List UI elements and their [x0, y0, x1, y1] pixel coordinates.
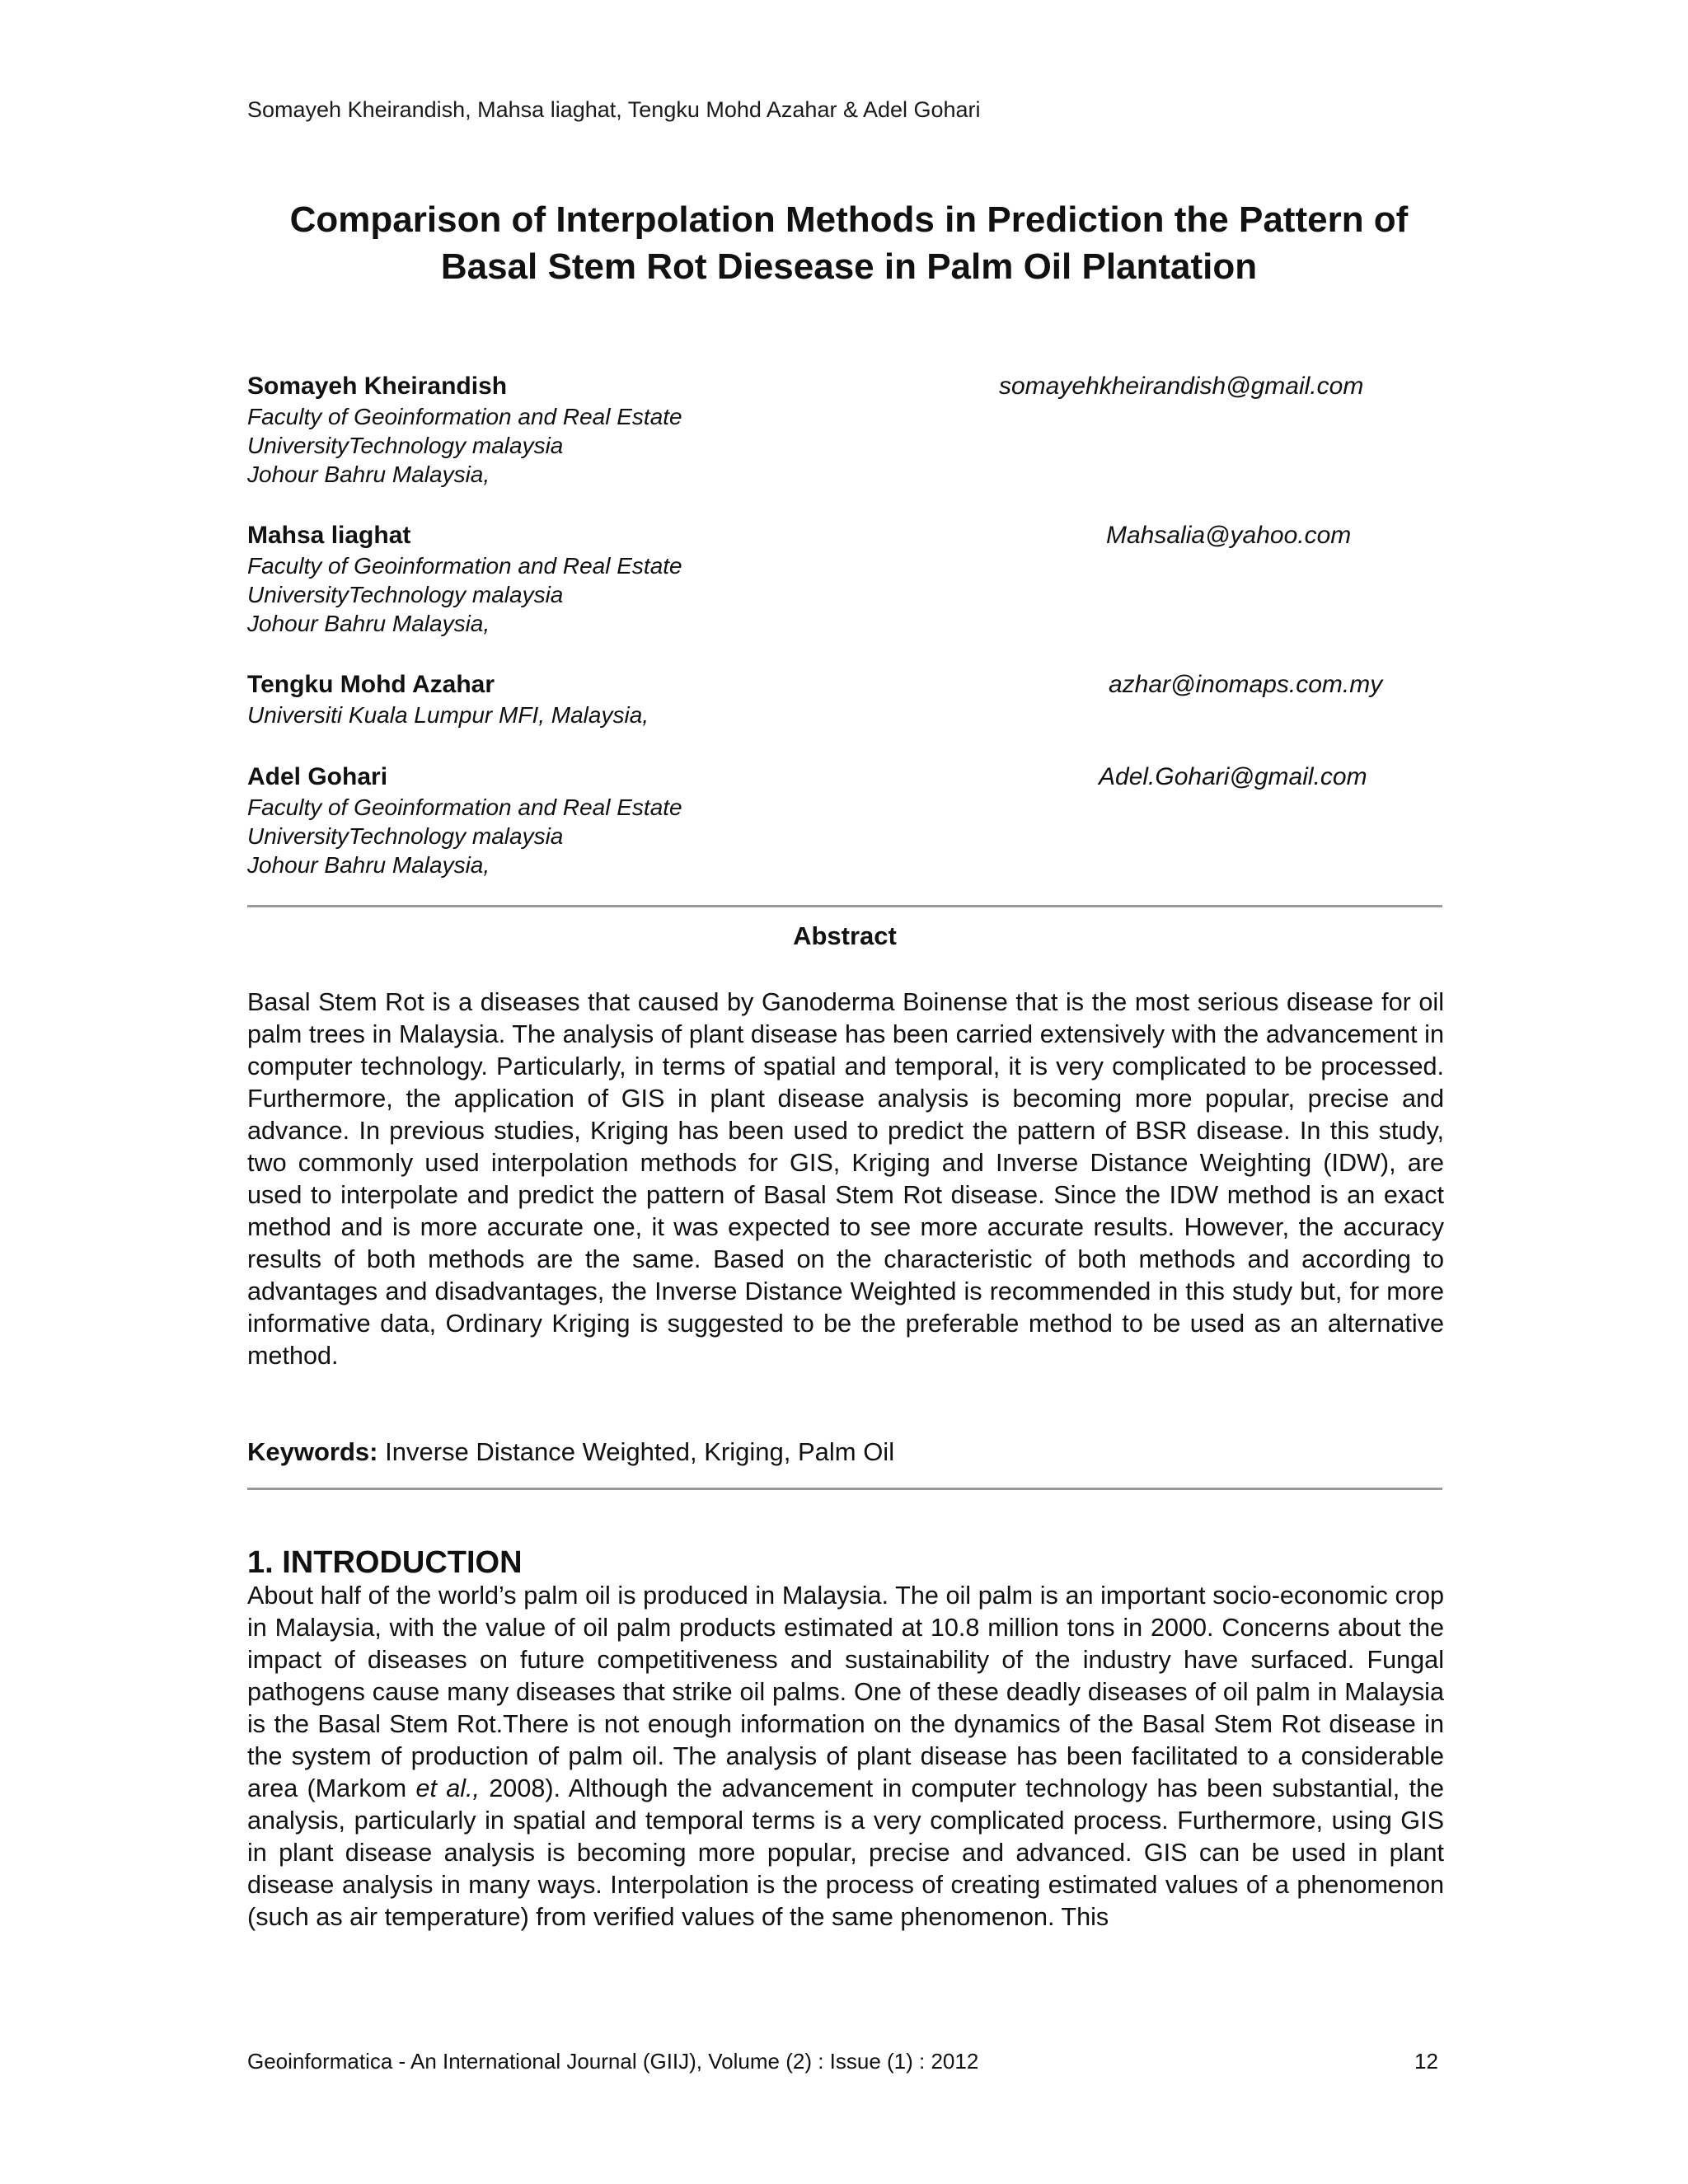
author-name: Somayeh Kheirandish — [247, 373, 508, 400]
author-affiliation-line: UniversityTechnology malaysia — [247, 823, 564, 849]
divider-top — [247, 905, 1442, 907]
author-name: Mahsa liaghat — [247, 522, 411, 549]
author-affiliation-line: Faculty of Geoinformation and Real Estate — [247, 553, 682, 579]
citation-et-al: et al., — [415, 1774, 481, 1802]
keywords-label: Keywords: — [247, 1437, 378, 1466]
intro-text-part-2: 2008). Although the advancement in computer technology has been substantial, the analysis, particularly in spatial and temporal terms is a very complicated process. Furthermore, using GIS in plant disease analysis is becoming more popular, precise and advanced. GIS can be used in plant disease analysis in many ways. Interpolation is the process of creating estimated values of a phenomenon (such as air temperature) from verified values of the same phenomenon. This — [247, 1774, 1444, 1931]
author-email[interactable]: Adel.Gohari@gmail.com — [1099, 763, 1367, 790]
author-block-1 — [247, 371, 1442, 489]
introduction-text — [247, 1580, 1444, 1933]
author-affiliation-line: Faculty of Geoinformation and Real Estate — [247, 404, 682, 429]
author-affiliation-line: UniversityTechnology malaysia — [247, 433, 564, 458]
keywords-value: Inverse Distance Weighted, Kriging, Palm Oil — [385, 1437, 895, 1466]
author-email[interactable]: somayehkheirandish@gmail.com — [999, 373, 1364, 400]
keywords-line — [247, 1437, 894, 1467]
running-head: Somayeh Kheirandish, Mahsa liaghat, Tengku Mohd Azahar & Adel Gohari — [247, 97, 981, 122]
abstract-heading: Abstract — [793, 921, 897, 950]
author-affiliation-line: Johour Bahru Malaysia, — [247, 611, 490, 636]
section-heading-introduction: 1. INTRODUCTION — [247, 1545, 523, 1580]
footer-page-number: 12 — [1414, 2049, 1438, 2074]
author-email[interactable]: Mahsalia@yahoo.com — [1106, 522, 1352, 549]
footer-journal: Geoinformatica - An International Journal (GIIJ), Volume (2) : Issue (1) : 2012 — [247, 2049, 979, 2074]
intro-text-part-1: About half of the world’s palm oil is produced in Malaysia. The oil palm is an important socio-economic crop in Malaysia, with the value of oil palm products estimated at 10.8 million tons in 2000. Concerns about the impact of diseases on future competitiveness and sustainability of the industry have surfaced. Fungal pathogens cause many diseases that strike oil palms. One of these deadly diseases of oil palm in Malaysia is the Basal Stem Rot.There is not enough information on the dynamics of the Basal Stem Rot disease in the system of production of palm oil. The analysis of plant disease has been facilitated to a considerable area (Markom — [247, 1582, 1444, 1802]
author-email[interactable]: azhar@inomaps.com.my — [1109, 671, 1383, 698]
title-line-1: Comparison of Interpolation Methods in Prediction the Pattern of — [289, 199, 1409, 240]
author-affiliation-line: Universiti Kuala Lumpur MFI, Malaysia, — [247, 702, 649, 728]
author-block-3 — [247, 669, 1442, 729]
author-name: Adel Gohari — [247, 763, 388, 790]
abstract-text: Basal Stem Rot is a diseases that caused by Ganoderma Boinense that is the most serious disease for oil palm trees in Malaysia. The analysis of plant disease has been carried extensively with the advancement in computer technology. Particularly, in terms of spatial and temporal, it is very complicated to be processed. Furthermore, the application of GIS in plant disease analysis is becoming more popular, precise and advance. In previous studies, Kriging has been used to predict the pattern of BSR disease. In this study, two commonly used interpolation methods for GIS, Kriging and Inverse Distance Weighting (IDW), are used to interpolate and predict the pattern of Basal Stem Rot disease. Since the IDW method is an exact method and is more accurate one, it was expected to see more accurate results. However, the accuracy results of both methods are the same. Based on the characteristic of both methods and according to advantages and disadvantages, the Inverse Distance Weighted is recommended in this study but, for more informative data, Ordinary Kriging is suggested to be the preferable method to be used as an alternative method. — [247, 988, 1444, 1370]
author-block-4 — [247, 762, 1442, 879]
author-affiliation-line: Faculty of Geoinformation and Real Estate — [247, 794, 682, 820]
author-affiliation-line: Johour Bahru Malaysia, — [247, 852, 490, 878]
author-affiliation-line: Johour Bahru Malaysia, — [247, 462, 490, 487]
divider-bottom — [247, 1488, 1442, 1490]
author-affiliation-line: UniversityTechnology malaysia — [247, 582, 564, 607]
author-block-2 — [247, 520, 1442, 638]
author-name: Tengku Mohd Azahar — [247, 671, 495, 698]
paper-title — [239, 196, 1459, 290]
title-line-2: Basal Stem Rot Diesease in Palm Oil Plantation — [440, 246, 1258, 287]
